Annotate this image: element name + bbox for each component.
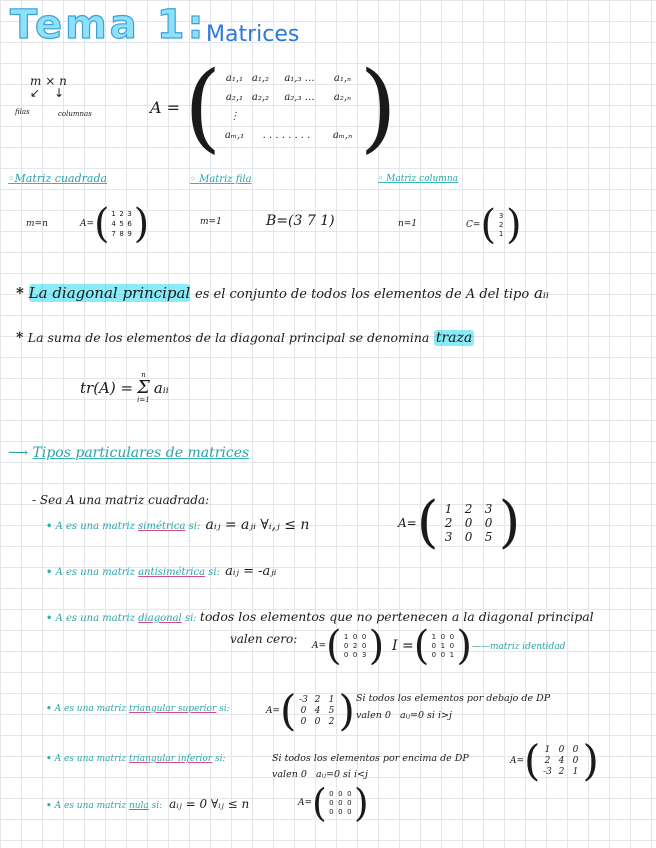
- tinf-matrix: A= ( 1 0 0 2 4 0 -3 2 1 ): [510, 736, 599, 785]
- diagonal-matrix: A= ( 1 0 0 0 2 0 0 0 3 ): [312, 623, 385, 669]
- columna-cond: n=1: [398, 219, 418, 229]
- general-matrix: A = ( a₁,₁ a₁,₂ a₁,₃ … a₁,ₙ a₂,₁ a₂,₂ a₂,₃ … a₂,ₙ ⋮ aₘ,₁ . . . . . . . . aₘ,ₙ ): [150, 51, 397, 163]
- tsup-line: • A es una matriz triangular superior si:: [46, 704, 230, 714]
- diagonal-highlight: La diagonal principal: [28, 284, 191, 302]
- diagonal-sentence: * La diagonal principal es el conjunto de todos los elementos de A del tipo aᵢᵢ: [16, 284, 549, 302]
- simetrica-line: • A es una matriz simétrica si: aᵢⱼ = aⱼᵢ ∀ᵢ,ⱼ ≤ n: [46, 517, 310, 533]
- nula-matrix: A= ( 0 0 0 0 0 0 0 0 0 ): [298, 781, 369, 825]
- cuadrada-cond: m=n: [26, 219, 48, 229]
- columnas-label: columnas: [58, 110, 92, 118]
- filas-label: filas: [15, 108, 30, 116]
- arrow-icon: ↙: [30, 86, 41, 100]
- tema-title: Tema 1:: [10, 2, 207, 48]
- diagonal-valen: valen cero:: [230, 632, 298, 646]
- tsup-text1: Si todos los elementos por debajo de DP: [356, 693, 551, 704]
- columna-matrix: C= ( 3 2 1 ): [466, 202, 522, 248]
- nula-line: • A es una matriz nula si: aᵢⱼ = 0 ∀ᵢⱼ ≤ n: [46, 797, 250, 811]
- identidad-label: ——matriz identidad: [472, 642, 566, 652]
- tsup-matrix: A= ( -3 2 1 0 4 5 0 0 2 ): [266, 686, 355, 735]
- paren-left: (: [184, 51, 222, 163]
- diagonal-matrix-line: • A es una matriz diagonal si: todos los elementos que no pertenecen a la diagonal principal: [46, 609, 594, 624]
- traza-sentence: * La suma de los elementos de la diagonal principal se denomina traza: [16, 330, 473, 346]
- general-matrix-name: A =: [150, 97, 181, 117]
- traza-formula: tr(A) = n Σ i=1 aᵢᵢ: [80, 371, 169, 404]
- tinf-line: • A es una matriz triangular inferior si:: [46, 754, 226, 764]
- arrow-right-icon: ⟶: [8, 445, 29, 461]
- simetrica-matrix: A= ( 1 2 3 2 0 0 3 0 5 ): [398, 490, 521, 555]
- cuadrada-title: ◦Matriz cuadrada: [8, 172, 108, 185]
- tinf-text1: Si todos los elementos por encima de DP: [272, 753, 469, 764]
- fila-title: ◦ Matriz fila: [190, 174, 252, 185]
- arrow-icon: ↓: [54, 86, 65, 100]
- particulares-heading: ⟶ Tipos particulares de matrices: [8, 445, 250, 461]
- paren-right: ): [359, 51, 397, 163]
- identity-matrix: I = ( 1 0 0 0 1 0 0 0 1 ): [392, 623, 472, 669]
- subject-title: Matrices: [206, 22, 300, 47]
- columna-title: ◦ Matriz columna: [378, 174, 458, 184]
- fila-expr: B=(3 7 1): [266, 213, 335, 229]
- traza-highlight: traza: [435, 330, 473, 346]
- sea-line: - Sea A una matriz cuadrada:: [32, 493, 210, 507]
- fila-cond: m=1: [200, 217, 222, 227]
- tinf-text2: valen 0 aᵢⱼ=0 si i<j: [272, 769, 368, 780]
- dims-label: m × n: [30, 74, 67, 88]
- cuadrada-matrix: A= ( 1 2 3 4 5 6 7 8 9 ): [80, 201, 150, 247]
- tsup-text2: valen 0 aᵢⱼ=0 si i>j: [356, 710, 452, 721]
- antisimetrica-line: • A es una matriz antisimétrica si: aᵢⱼ = -aⱼᵢ: [46, 564, 277, 579]
